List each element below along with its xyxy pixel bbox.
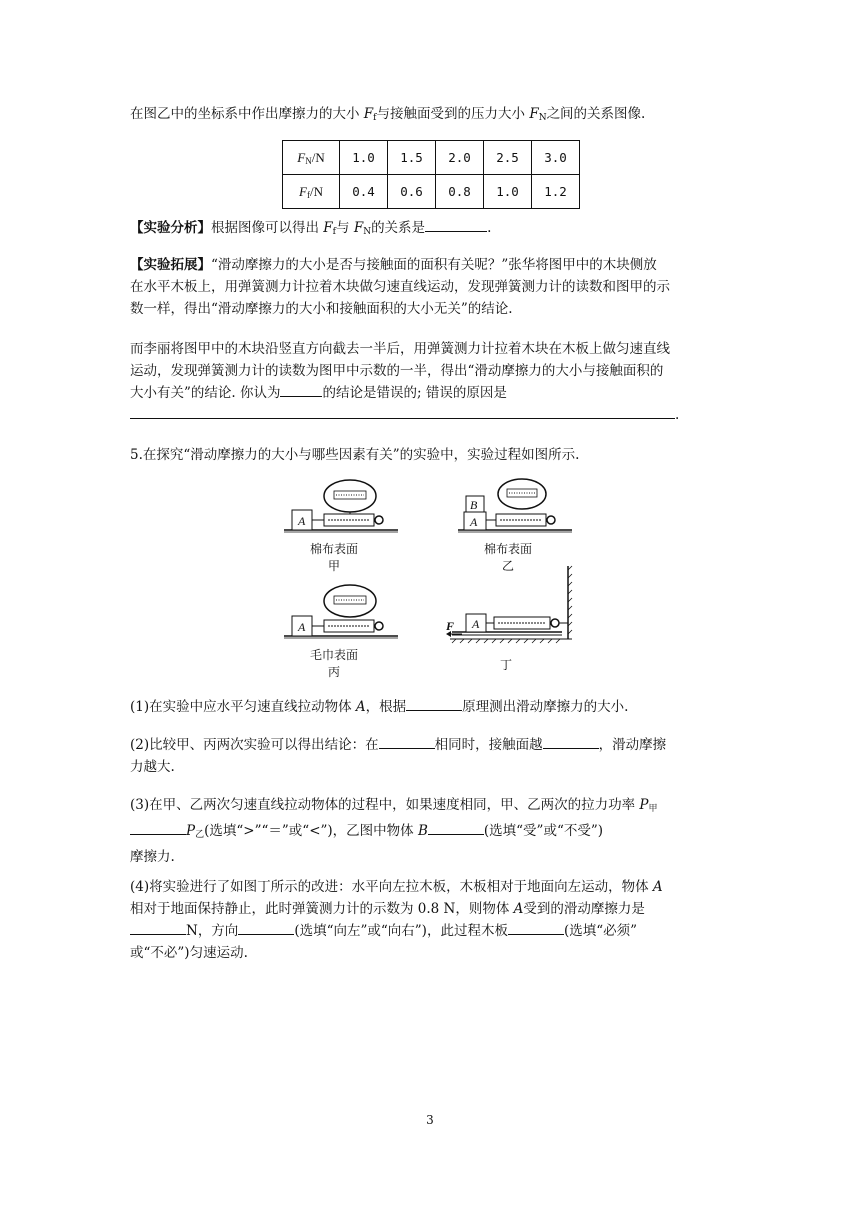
- caption-jia-surface: 棉布表面: [309, 542, 358, 556]
- caption-ding: 丁: [499, 658, 512, 672]
- answer-blank[interactable]: [508, 920, 564, 935]
- caption-bing-surface: 毛巾表面: [309, 648, 358, 662]
- figure-yi: [458, 479, 572, 532]
- figure-bing: [284, 585, 398, 638]
- answer-blank[interactable]: [130, 820, 186, 835]
- answer-blank[interactable]: [543, 734, 599, 749]
- row-header-fn: $F_N/N$: [283, 141, 340, 175]
- table-cell: 0.6: [388, 175, 436, 209]
- caption-yi-surface: 棉布表面: [483, 542, 532, 556]
- figure-jia: [284, 480, 398, 532]
- page-number: 3: [426, 1113, 434, 1127]
- sub-question-4: (4)将实验进行了如图丁所示的改进：水平向左拉木板，木板相对于地面向左运动，物体 A 相对于地面保持静止，此时弹簧测力计的示数为 0.8 N，则物体 A受到的滑动摩擦力是 N，方向 (选填“向左”或“向右”)，此过程木板 (选填“必须” 或“不必”)匀速运动.: [130, 879, 663, 961]
- svg-text:A: A: [470, 515, 478, 529]
- svg-text:A: A: [472, 617, 480, 631]
- answer-blank[interactable]: [280, 382, 322, 397]
- table-cell: 1.0: [484, 175, 532, 209]
- lili-paragraph: 而李丽将图甲中的木块沿竖直方向截去一半后，用弹簧测力计拉着木块在木板上做匀速直线 运动，发现弹簧测力计的读数为图甲中示数的一半，得出“滑动摩擦力的大小与接触面积的 大小有关”的结论. 你认为 的结论是错误的; 错误的原因是 .: [130, 341, 680, 423]
- sub-question-1: (1)在实验中应水平匀速直线拉动物体 A，根据 原理测出滑动摩擦力的大小.: [130, 696, 730, 718]
- table-cell: 1.5: [388, 141, 436, 175]
- answer-blank[interactable]: [130, 920, 186, 935]
- answer-blank[interactable]: [379, 734, 435, 749]
- row-header-ff: $F_f/N$: [283, 175, 340, 209]
- table-cell: 2.0: [436, 141, 484, 175]
- table-cell: 1.2: [532, 175, 580, 209]
- intro-text: 在图乙中的坐标系中作出摩擦力的大小 $F_f$与接触面受到的压力大小 $F_N$之间的关系图像.: [130, 106, 646, 123]
- table-cell: 2.5: [484, 141, 532, 175]
- table-cell: 0.8: [436, 175, 484, 209]
- svg-text:F: F: [446, 619, 455, 633]
- answer-blank[interactable]: [238, 920, 294, 935]
- table-cell: 1.0: [340, 141, 388, 175]
- answer-blank[interactable]: [428, 820, 484, 835]
- svg-text:B: B: [470, 498, 478, 512]
- expand-paragraph: 【实验拓展】“滑动摩擦力的大小是否与接触面的面积有关呢？”张华将图甲中的木块侧放 在水平木板上，用弹簧测力计拉着木块做匀速直线运动，发现弹簧测力计的读数和图甲的示 数一样，得出“滑动摩擦力的大小和接触面积的大小无关”的结论.: [130, 257, 670, 317]
- svg-text:A: A: [298, 514, 306, 528]
- table-cell: 0.4: [340, 175, 388, 209]
- caption-bing: 丙: [327, 665, 340, 679]
- data-table: [282, 140, 580, 209]
- caption-yi: 乙: [501, 559, 514, 573]
- caption-jia: 甲: [327, 559, 340, 573]
- answer-blank[interactable]: [425, 217, 487, 232]
- answer-blank[interactable]: [406, 696, 462, 711]
- figure-ding: [445, 566, 572, 643]
- table-cell: 3.0: [532, 141, 580, 175]
- table-row: [283, 141, 580, 175]
- analysis-paragraph: 【实验分析】根据图像可以得出 $F_f$与 $F_N$的关系是 .: [130, 217, 730, 243]
- answer-blank[interactable]: [130, 404, 675, 419]
- table-row: [283, 175, 580, 209]
- q5-title: 5.在探究“滑动摩擦力的大小与哪些因素有关”的实验中，实验过程如图所示.: [130, 447, 580, 463]
- sub-question-2: (2)比较甲、丙两次实验可以得出结论：在 相同时，接触面越 ，滑动摩擦 力越大.: [130, 734, 730, 778]
- sub-question-3: (3)在甲、乙两次匀速直线拉动物体的过程中，如果速度相同，甲、乙两次的拉力功率 $P_甲$ $P_乙$(选填“>”“＝”或“<”)，乙图中物体 B (选填“受”或“不受”) 摩擦力.: [130, 797, 658, 865]
- svg-text:A: A: [298, 620, 306, 634]
